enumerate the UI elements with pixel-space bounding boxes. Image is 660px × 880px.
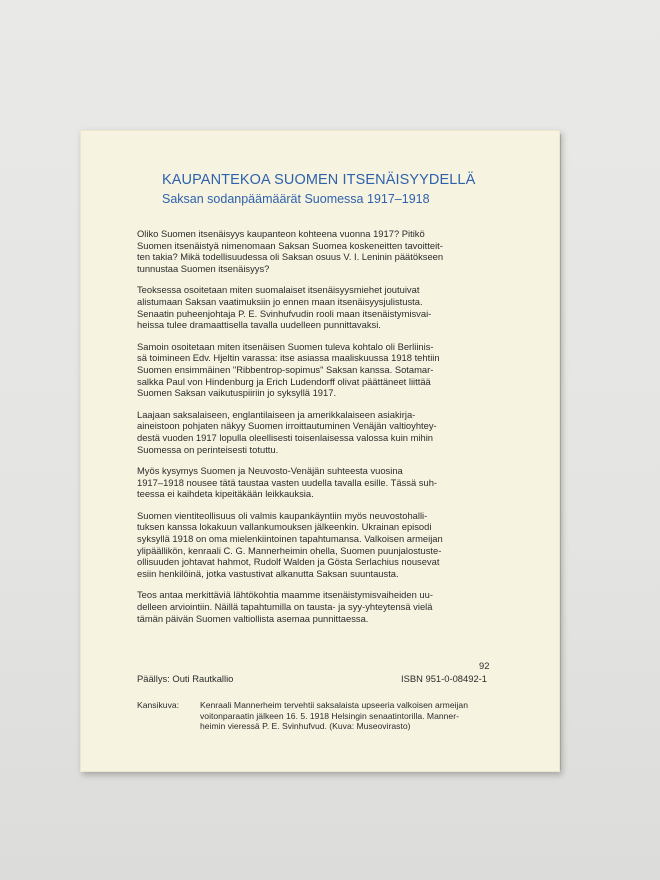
text-line: delleen arviointiin. Näillä tapahtumilla on tausta- ja syy-yhteytensä vielä (137, 601, 433, 613)
text-line: ollisuuden johtavat hahmot, Rudolf Walden ja Gösta Serlachius nousevat (137, 556, 440, 568)
text-line: aineistoon pohjaten näkyy Suomen irroittautuminen Venäjän valtioyhtey- (137, 420, 437, 432)
text-line: esiin henkilöinä, jotka vastustivat alkanutta Saksan suuntausta. (137, 567, 399, 579)
text-line: Laajaan saksalaiseen, englantilaiseen ja amerikkalaiseen asiakirja- (137, 408, 416, 420)
text-line: ten takia? Mikä todellisuudessa oli Saksan osuus V. I. Leninin päätökseen (137, 251, 444, 263)
text-line: ylipäällikön, kenraali C. G. Mannerheimin ohella, Suomen puunjalostuste- (137, 544, 442, 556)
blurb-paragraph-7 (137, 589, 489, 624)
text-line: Suomen vientiteollisuus oli valmis kaupankäyntiin myös neuvostohalli- (137, 509, 428, 521)
cover-designer-credit: Päällys: Outi Rautkallio (137, 673, 234, 684)
text-line: Suomen Saksan vaikutuspiiriin jo syksyllä 1917. (137, 387, 337, 399)
text-line: Samoin osoitetaan miten itsenäisen Suomen tuleva kohtalo oli Berliinis- (137, 340, 434, 352)
blurb-paragraph-5 (137, 465, 489, 500)
cover-photo-caption (137, 700, 468, 732)
book-title: KAUPANTEKOA SUOMEN ITSENÄISYYDELLÄ (162, 172, 476, 188)
text-line: Senaatin puheenjohtaja P. E. Svinhufvudin rooli maan itsenäistymisvai- (137, 307, 432, 319)
text-line: Suomessa on perinteisesti totuttu. (137, 443, 279, 455)
text-line: destä vuoden 1917 lopulla oleellisesti toisenlaisessa valossa kuin mihin (137, 431, 434, 443)
blurb-text (137, 228, 489, 634)
text-line: Kenraali Mannerheim tervehtii saksalaista upseeria valkoisen armeijan (200, 700, 468, 710)
text-line: tämän päivän Suomen valtiollista asemaa punnittaessa. (137, 612, 369, 624)
blurb-paragraph-4 (137, 409, 489, 455)
text-line: syksyllä 1918 on oma mielenkiintoinen tapahtumansa. Valkoisen armeijan (137, 533, 443, 545)
caption-label: Kansikuva: (137, 700, 180, 710)
text-line: Myös kysymys Suomen ja Neuvosto-Venäjän suhteesta vuosina (137, 465, 403, 477)
text-line: Teos antaa merkittäviä lähtökohtia maamme itsenäistymisvaiheiden uu- (137, 589, 433, 601)
book-back-cover (80, 130, 560, 772)
blurb-paragraph-6 (137, 510, 489, 580)
text-line: Teoksessa osoitetaan miten suomalaiset itsenäisyysmiehet joutuivat (137, 284, 420, 296)
text-line: tuksen kanssa lokakuun vallankumouksen jälkeenkin. Ukrainan episodi (137, 521, 432, 533)
caption-text (200, 700, 468, 732)
text-line: heimin vieressä P. E. Svinhufvud. (Kuva: Museovirasto) (200, 721, 411, 732)
text-line: Oliko Suomen itsenäisyys kaupanteon kohteena vuonna 1917? Pitikö (137, 228, 425, 239)
blurb-paragraph-2 (137, 284, 489, 330)
text-line: sä toimineen Edv. Hjeltin varassa: itse asiassa maaliskuussa 1918 tehtiin (137, 352, 440, 364)
text-line: heissa tulee dramaattisella tavalla uudelleen punnittavaksi. (137, 319, 381, 331)
book-subtitle: Saksan sodanpäämäärät Suomessa 1917–1918 (162, 192, 430, 206)
blurb-paragraph-3 (137, 341, 489, 399)
text-line: Suomen ensimmäinen "Ribbentrop-sopimus" Saksan kanssa. Sotamar- (137, 363, 434, 375)
text-line: tunnustaa Suomen itsenäisyys? (137, 262, 270, 274)
price-code: 92 (479, 660, 490, 671)
isbn-number: ISBN 951-0-08492-1 (401, 673, 487, 684)
text-line: salkka Paul von Hindenburg ja Erich Ludendorff olivat päättäneet liittää (137, 375, 431, 387)
blurb-paragraph-1 (137, 228, 489, 274)
text-line: teessa ei kaihdeta kipeitäkään leikkauksia. (137, 488, 314, 500)
text-line: 1917–1918 nousee tätä taustaa vasten uudella tavalla esille. Tässä suh- (137, 476, 438, 488)
text-line: Suomen itsenäistyä nimenomaan Saksan Suomea koskeneitten tavoitteit- (137, 239, 443, 251)
text-line: alistumaan Saksan vaatimuksiin jo ennen maan itsenäisyysjulistusta. (137, 295, 423, 307)
text-line: voitonparaatin jälkeen 16. 5. 1918 Helsingin senaatintorilla. Manner- (200, 710, 459, 721)
